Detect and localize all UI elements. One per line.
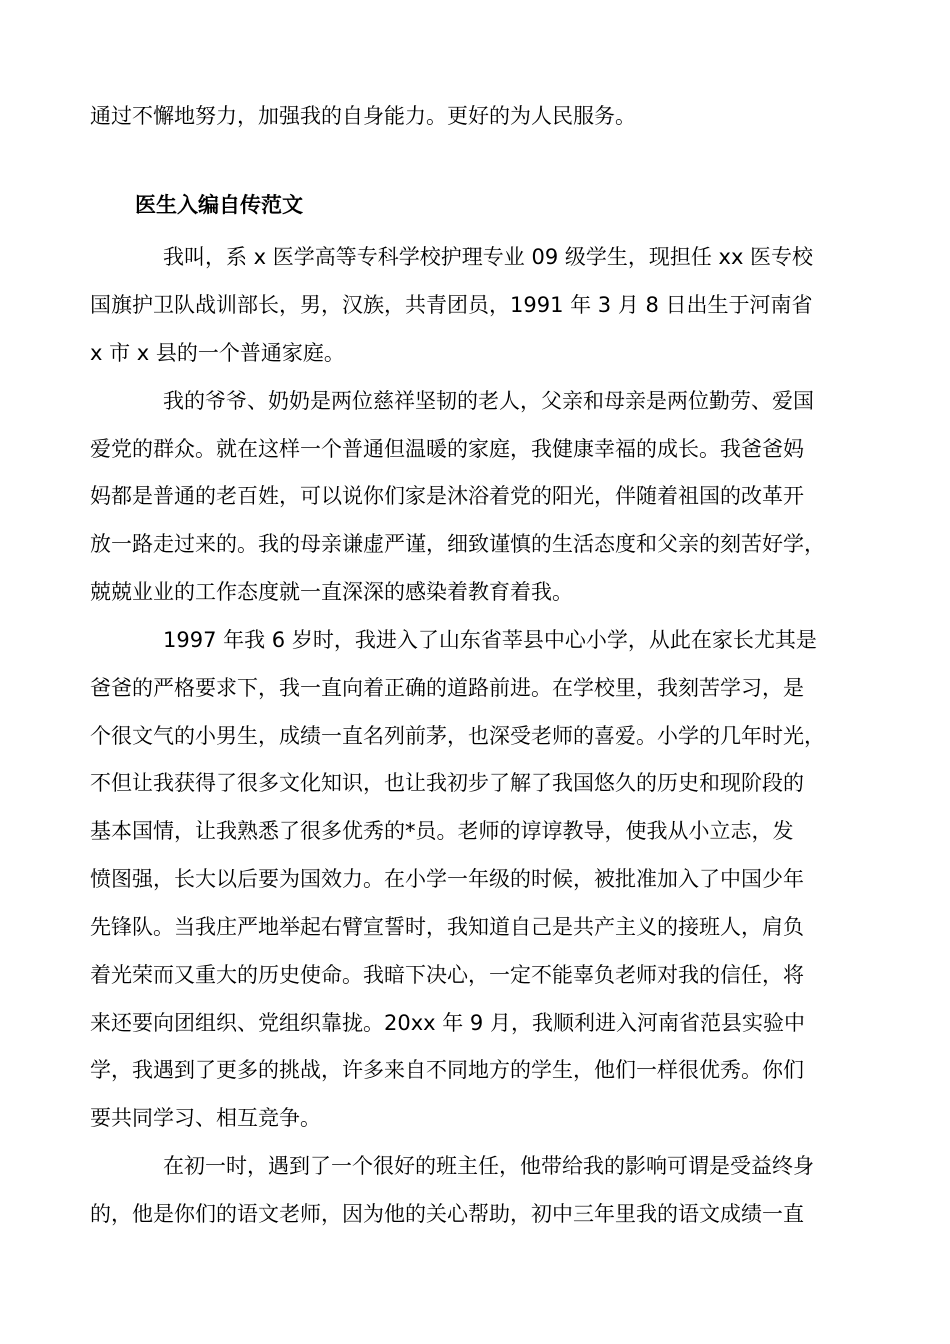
paragraph-line: 要共同学习、相互竞争。: [90, 1106, 321, 1130]
paragraph-line: x 市 x 县的一个普通家庭。: [90, 341, 345, 365]
paragraph-line: 学，我遇到了更多的挑战，许多来自不同地方的学生，他们一样很优秀。你们: [90, 1058, 804, 1082]
paragraph-line: 兢兢业业的工作态度就一直深深的感染着教育着我。: [90, 580, 573, 604]
paragraph-line: 在初一时，遇到了一个很好的班主任，他带给我的影响可谓是受益终身: [163, 1154, 814, 1178]
paragraph-line: 我的爷爷、奶奶是两位慈祥坚韧的老人，父亲和母亲是两位勤劳、爱国: [163, 389, 814, 413]
section-title: 医生入编自传范文: [135, 193, 303, 217]
paragraph-line: 妈都是普通的老百姓，可以说你们家是沐浴着党的阳光，伴随着祖国的改革开: [90, 484, 804, 508]
paragraph-line: 个很文气的小男生，成绩一直名列前茅，也深受老师的喜爱。小学的几年时光，: [90, 724, 825, 748]
paragraph-line: 我叫，系 x 医学高等专科学校护理专业 09 级学生，现担任 xx 医专校: [163, 245, 814, 269]
paragraph-line: 来还要向团组织、党组织靠拢。20xx 年 9 月，我顺利进入河南省范县实验中: [90, 1011, 805, 1035]
paragraph-line: 不但让我获得了很多文化知识，也让我初步了解了我国悠久的历史和现阶段的: [90, 771, 804, 795]
paragraph-line: 放一路走过来的。我的母亲谦虚严谨，细致谨慎的生活态度和父亲的刻苦好学，: [90, 532, 825, 556]
continuation-line: 通过不懈地努力，加强我的自身能力。更好的为人民服务。: [90, 104, 636, 128]
paragraph-line: 国旗护卫队战训部长，男，汉族，共青团员，1991 年 3 月 8 日出生于河南省: [90, 293, 813, 317]
paragraph-line: 的，他是你们的语文老师，因为他的关心帮助，初中三年里我的语文成绩一直: [90, 1202, 804, 1226]
paragraph-line: 先锋队。当我庄严地举起右臂宣誓时，我知道自己是共产主义的接班人，肩负: [90, 915, 804, 939]
paragraph-line: 着光荣而又重大的历史使命。我暗下决心，一定不能辜负老师对我的信任，将: [90, 963, 804, 987]
paragraph-line: 爱党的群众。就在这样一个普通但温暖的家庭，我健康幸福的成长。我爸爸妈: [90, 437, 804, 461]
paragraph-line: 1997 年我 6 岁时，我进入了山东省莘县中心小学，从此在家长尤其是: [163, 628, 817, 652]
paragraph-line: 愤图强，长大以后要为国效力。在小学一年级的时候，被批准加入了中国少年: [90, 867, 804, 891]
paragraph-line: 基本国情，让我熟悉了很多优秀的*员。老师的谆谆教导，使我从小立志，发: [90, 819, 794, 843]
paragraph-line: 爸爸的严格要求下，我一直向着正确的道路前进。在学校里，我刻苦学习，是: [90, 676, 804, 700]
